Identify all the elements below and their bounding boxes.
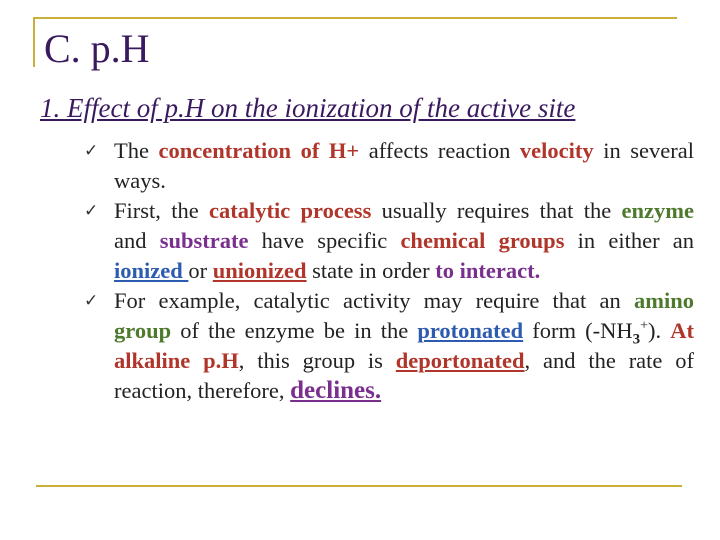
text: and [114,228,160,253]
bullet-item-1 [84,136,694,196]
text: form (-NH [523,318,633,343]
subscript-3: 3 [632,331,641,348]
slide-subtitle: 1. Effect of p.H on the ionization of the active site [40,93,576,123]
frame-bottom-line [36,485,682,487]
text: in either an [564,228,694,253]
text: usually requires that the [371,198,622,223]
frame-left-line [33,17,35,67]
check-icon: ✓ [84,291,99,311]
keyword-catalytic-process: catalytic process [208,198,372,223]
keyword-velocity: velocity [519,138,594,163]
text: have specific [248,228,401,253]
keyword-substrate: substrate [159,228,249,253]
bullet-list [84,136,694,406]
keyword-deportonated: deportonated [395,348,525,373]
text: or [188,258,213,283]
text: , and the rate of reaction, therefore, [114,348,694,403]
text: state in order [306,258,436,283]
keyword-enzyme: enzyme [621,198,694,223]
keyword-amino-group: amino group [114,288,694,343]
keyword-ionized: ionized [114,258,189,283]
keyword-unionized: unionized [212,258,307,283]
slide-title: C. p.H [44,26,150,71]
text: For example, catalytic activity may require that an [114,288,634,313]
keyword-concentration: concentration of H+ [158,138,360,163]
superscript-plus: + [640,318,649,334]
text: First, the [114,198,209,223]
text: of the enzyme be in the [171,318,418,343]
keyword-chemical-groups: chemical groups [400,228,565,253]
text: in several ways. [114,138,694,193]
text: The [114,138,159,163]
text: , this group is [238,348,396,373]
check-icon: ✓ [84,141,99,161]
keyword-declines: declines. [290,377,382,404]
check-icon: ✓ [84,201,99,221]
bullet-item-2 [84,196,694,286]
keyword-at-alkaline-ph: At alkaline p.H [114,318,694,373]
text: ). [648,318,671,343]
frame-top-line [33,17,677,19]
keyword-protonated: protonated [417,318,524,343]
keyword-to-interact: to interact. [435,258,541,283]
text: affects reaction [359,138,520,163]
bullet-item-3 [84,286,694,406]
